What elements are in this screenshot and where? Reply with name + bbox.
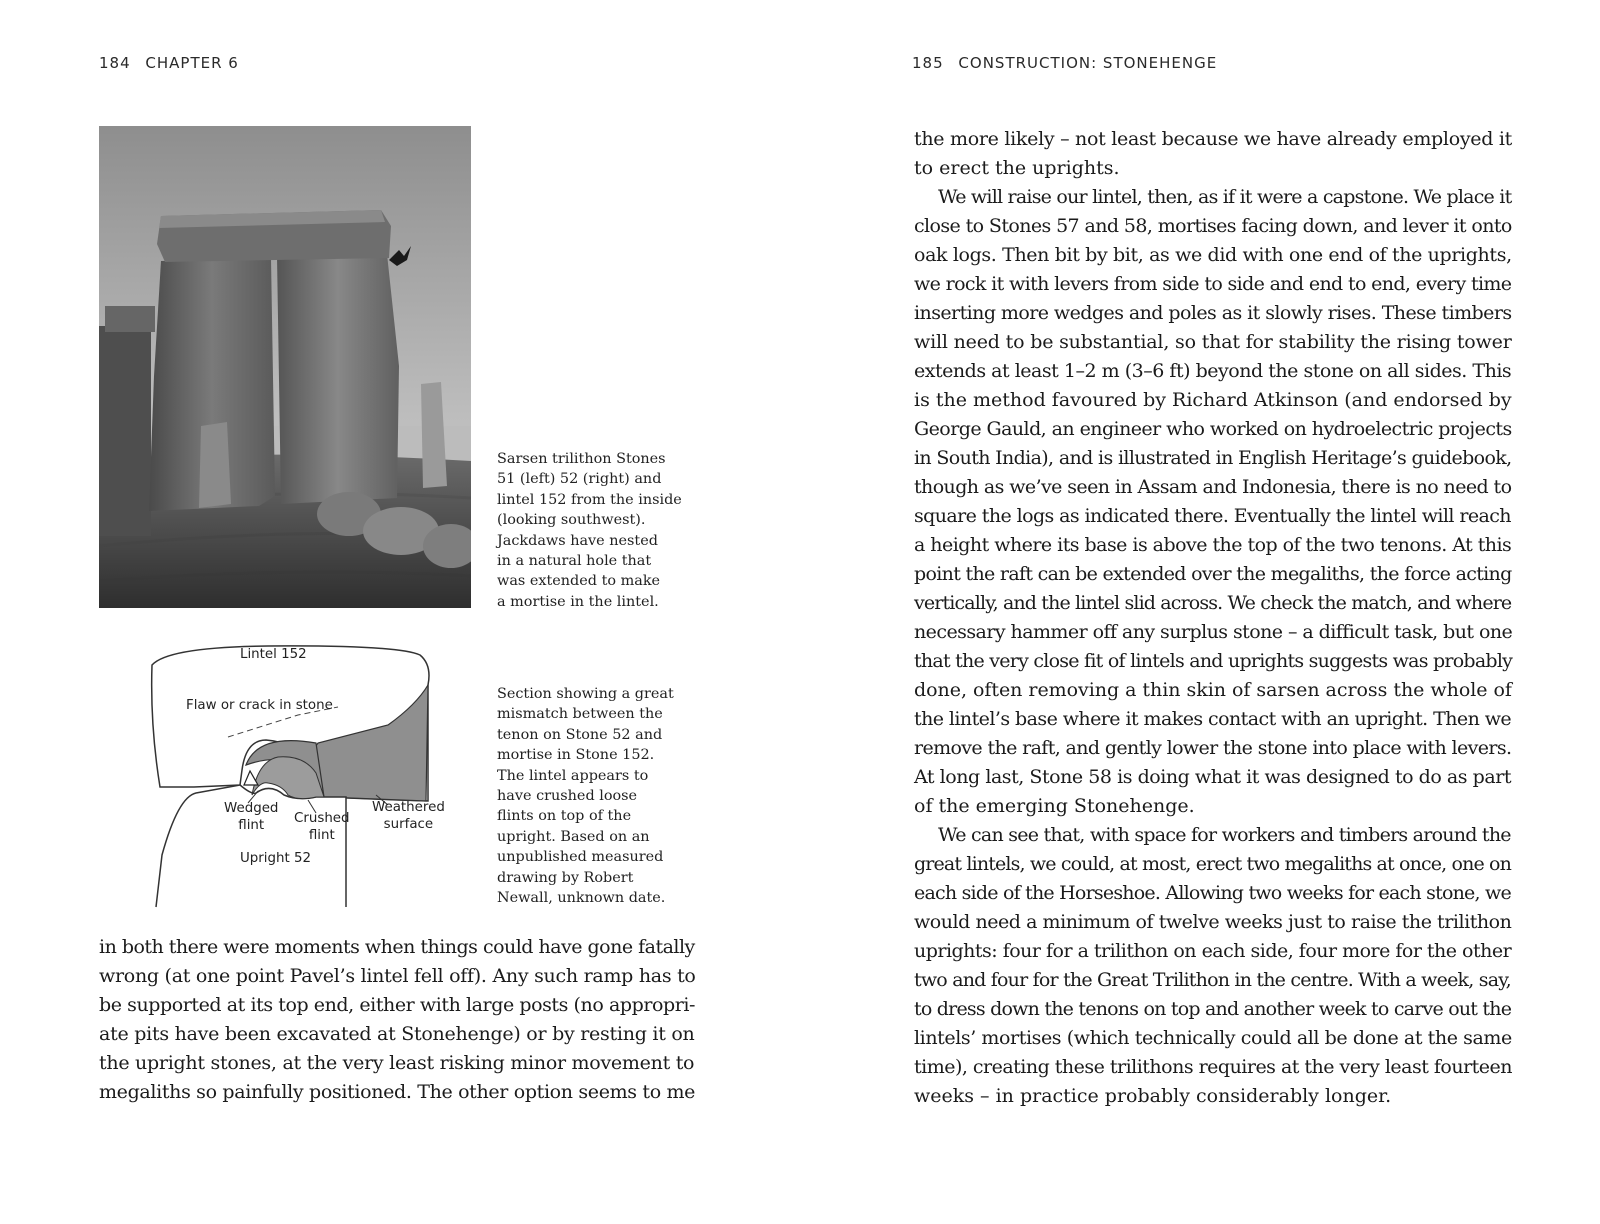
text-line: in both there were moments when things could have gone fatally <box>99 936 695 958</box>
text-line: of the emerging Stonehenge. <box>914 795 1195 817</box>
diagram-label-weathered-2: surface <box>383 817 434 832</box>
caption-line: flints on top of the <box>497 808 632 825</box>
diagram-label-crushed-flint <box>294 810 350 844</box>
caption-line: unpublished measured <box>497 849 664 866</box>
running-head-left <box>99 54 239 72</box>
text-line: to erect the uprights. <box>914 157 1120 179</box>
diagram-label-crushed-2: flint <box>308 828 335 843</box>
text-line: the upright stones, at the very least risking minor movement to <box>99 1052 695 1074</box>
caption-line: have crushed loose <box>497 788 638 805</box>
caption-line: Jackdaws have nested <box>497 532 658 549</box>
text-line: weeks – in practice probably considerably longer. <box>914 1085 1392 1107</box>
text-line: the lintel’s base where it makes contact with an upright. Then we <box>914 708 1512 730</box>
text-line: oak logs. Then bit by bit, as we did with one end of the uprights, <box>914 244 1512 266</box>
caption-line: Section showing a great <box>497 686 674 702</box>
text-line: a height where its base is above the top of the two tenons. At this <box>914 534 1512 556</box>
diagram-label-lintel: Lintel 152 <box>240 647 307 662</box>
text-line: inserting more wedges and poles as it slowly rises. These timbers <box>914 302 1512 324</box>
text-line: to dress down the tenons on top and another week to carve out the <box>914 998 1512 1020</box>
text-line: megaliths so painfully positioned. The other option seems to me <box>99 1081 696 1103</box>
text-line: two and four for the Great Trilithon in the centre. With a week, say, <box>914 969 1511 991</box>
diagram-label-weathered <box>372 799 445 833</box>
text-line: is the method favoured by Richard Atkinson (and endorsed by <box>914 389 1512 411</box>
text-line: vertically, and the lintel slid across. We check the match, and where <box>914 592 1512 614</box>
body-text-right <box>914 125 1512 1111</box>
caption-line: Newall, unknown date. <box>497 890 666 907</box>
diagram-label-weathered-1: Weathered <box>372 800 445 815</box>
text-line: wrong (at one point Pavel’s lintel fell off). Any such ramp has to <box>99 965 696 987</box>
text-line: close to Stones 57 and 58, mortises facing down, and lever it onto <box>914 215 1512 237</box>
caption-line: in a natural hole that <box>497 553 652 570</box>
right-page <box>800 0 1600 1224</box>
text-line: be supported at its top end, either with large posts (no appropri- <box>99 994 696 1016</box>
caption-line: Sarsen trilithon Stones <box>497 451 666 467</box>
photo-caption <box>497 449 697 612</box>
caption-line: tenon on Stone 52 and <box>497 726 663 743</box>
text-line: each side of the Horseshoe. Allowing two weeks for each stone, we <box>914 882 1511 904</box>
text-line: necessary hammer off any surplus stone – a difficult task, but one <box>914 621 1513 643</box>
text-line: will need to be substantial, so that for stability the rising tower <box>914 331 1512 353</box>
text-line: great lintels, we could, at most, erect two megaliths at once, one on <box>914 853 1512 875</box>
text-line: that the very close fit of lintels and uprights suggests was probably <box>914 650 1513 672</box>
caption-line: The lintel appears to <box>497 767 649 784</box>
text-line: We will raise our lintel, then, as if it were a capstone. We place it <box>938 186 1512 208</box>
caption-line: was extended to make <box>497 573 661 590</box>
text-line: point the raft can be extended over the megaliths, the force acting <box>914 563 1512 585</box>
diagram-label-wedged-1: Wedged <box>224 801 279 816</box>
text-line: extends at least 1–2 m (3–6 ft) beyond the stone on all sides. This <box>914 360 1512 382</box>
caption-line: (looking southwest). <box>497 512 646 529</box>
text-line: the more likely – not least because we have already employed it <box>914 128 1513 150</box>
running-head-right <box>912 54 1217 72</box>
caption-line: mortise in Stone 152. <box>497 747 655 764</box>
diagram-label-wedged-2: flint <box>238 818 265 833</box>
chapter-title: CONSTRUCTION: STONEHENGE <box>958 54 1218 72</box>
text-line: At long last, Stone 58 is doing what it was designed to do as part <box>914 766 1512 788</box>
text-line: square the logs as indicated there. Eventually the lintel will reach <box>914 505 1511 527</box>
text-line: remove the raft, and gently lower the stone into place with levers. <box>914 737 1512 759</box>
body-text-left <box>99 933 695 1107</box>
diagram-caption <box>497 684 697 908</box>
text-line: ate pits have been excavated at Stonehenge) or by resting it on <box>99 1023 695 1045</box>
text-line: uprights: four for a trilithon on each side, four more for the other <box>914 940 1512 962</box>
page-number: 184 <box>99 54 131 72</box>
diagram-label-wedged-flint <box>224 800 278 834</box>
section-diagram <box>148 645 458 910</box>
chapter-title: CHAPTER 6 <box>145 54 239 72</box>
diagram-label-upright: Upright 52 <box>240 851 312 866</box>
text-line: in South India), and is illustrated in English Heritage’s guidebook, <box>914 447 1512 469</box>
text-line: though as we’ve seen in Assam and Indonesia, there is no need to <box>914 476 1512 498</box>
stonehenge-photo <box>99 126 471 608</box>
page-number: 185 <box>912 54 944 72</box>
caption-line: drawing by Robert <box>497 869 634 886</box>
diagram-label-crushed-1: Crushed <box>294 811 350 826</box>
caption-line: lintel 152 from the inside <box>497 491 682 508</box>
text-line: George Gauld, an engineer who worked on hydroelectric projects <box>914 418 1512 440</box>
caption-line: a mortise in the lintel. <box>497 593 659 610</box>
text-line: done, often removing a thin skin of sarsen across the whole of <box>914 679 1512 701</box>
diagram-label-flaw: Flaw or crack in stone <box>186 698 333 713</box>
caption-line: mismatch between the <box>497 706 663 723</box>
caption-line: upright. Based on an <box>497 828 650 845</box>
caption-line: 51 (left) 52 (right) and <box>497 471 662 488</box>
text-line: We can see that, with space for workers and timbers around the <box>938 824 1511 846</box>
text-line: time), creating these trilithons requires at the very least fourteen <box>914 1056 1512 1078</box>
text-line: would need a minimum of twelve weeks just to raise the trilithon <box>914 911 1512 933</box>
text-line: we rock it with levers from side to side and end to end, every time <box>914 273 1512 295</box>
text-line: lintels’ mortises (which technically could all be done at the same <box>914 1027 1512 1049</box>
